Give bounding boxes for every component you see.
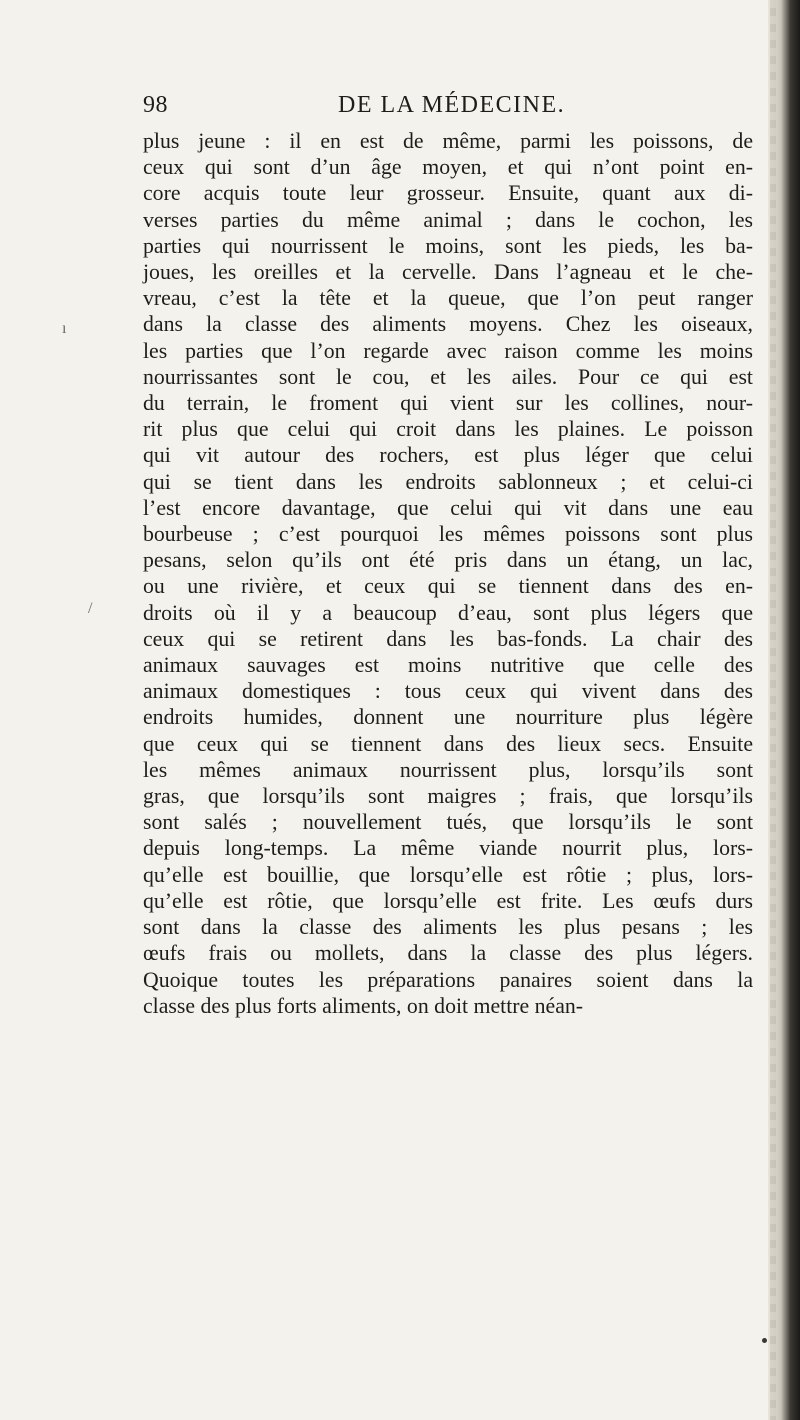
text-line: qui vit autour des rochers, est plus léger que celui (143, 443, 753, 468)
text-line: endroits humides, donnent une nourriture plus légère (143, 705, 753, 730)
text-line: rit plus que celui qui croit dans les plaines. Le poisson (143, 417, 753, 442)
text-line: sont dans la classe des aliments les plus pesans ; les (143, 915, 753, 940)
text-line: que ceux qui se tiennent dans des lieux secs. Ensuite (143, 731, 753, 756)
text-line: œufs frais ou mollets, dans la classe des plus légers. (143, 941, 753, 966)
text-line: depuis long-temps. La même viande nourrit plus, lors- (143, 836, 753, 861)
text-line: verses parties du même animal ; dans le cochon, les (143, 207, 753, 232)
text-line: animaux sauvages est moins nutritive que celle des (143, 653, 753, 678)
text-line: nourrissantes sont le cou, et les ailes. Pour ce qui est (143, 364, 753, 389)
page-header (143, 92, 663, 122)
text-line: pesans, selon qu’ils ont été pris dans un étang, un lac, (143, 548, 753, 573)
text-line: dans la classe des aliments moyens. Chez les oiseaux, (143, 312, 753, 337)
text-line: ceux qui sont d’un âge moyen, et qui n’ont point en- (143, 155, 753, 180)
text-line: du terrain, le froment qui vient sur les collines, nour- (143, 391, 753, 416)
text-line: plus jeune : il en est de même, parmi les poissons, de (143, 129, 753, 153)
body-text (143, 128, 753, 1019)
margin-mark: ı (62, 320, 67, 337)
text-line: classe des plus forts aliments, on doit mettre néan- (143, 993, 584, 1018)
text-line: sont salés ; nouvellement tués, que lorsqu’ils le sont (143, 810, 753, 835)
text-line: qu’elle est rôtie, que lorsqu’elle est frite. Les œufs durs (143, 888, 753, 913)
ink-speck (762, 1338, 767, 1343)
page-number: 98 (143, 92, 168, 118)
text-line: l’est encore davantage, que celui qui vit dans une eau (143, 495, 753, 520)
text-line: joues, les oreilles et la cervelle. Dans l’agneau et le che- (143, 260, 753, 285)
text-line: Quoique toutes les préparations panaires soient dans la (143, 967, 753, 992)
page-edge-texture (770, 0, 776, 1420)
text-line: vreau, c’est la tête et la queue, que l’on peut ranger (143, 286, 753, 311)
text-line: parties qui nourrissent le moins, sont les pieds, les ba- (143, 233, 753, 258)
text-line: gras, que lorsqu’ils sont maigres ; frais, que lorsqu’ils (143, 784, 753, 809)
text-line: les parties que l’on regarde avec raison comme les moins (143, 338, 753, 363)
text-line: ou une rivière, et ceux qui se tiennent dans des en- (143, 574, 753, 599)
text-line: core acquis toute leur grosseur. Ensuite, quant aux di- (143, 181, 753, 206)
text-line: bourbeuse ; c’est pourquoi les mêmes poissons sont plus (143, 522, 753, 547)
running-title: DE LA MÉDECINE. (338, 92, 566, 118)
text-line: qu’elle est bouillie, que lorsqu’elle est rôtie ; plus, lors- (143, 862, 753, 887)
text-line: droits où il y a beaucoup d’eau, sont plus légers que (143, 600, 753, 625)
text-line: qui se tient dans les endroits sablonneux ; et celui-ci (143, 469, 753, 494)
text-line: les mêmes animaux nourrissent plus, lorsqu’ils sont (143, 757, 753, 782)
text-line: ceux qui se retirent dans les bas-fonds. La chair des (143, 626, 753, 651)
margin-mark: / (88, 600, 93, 617)
text-line: animaux domestiques : tous ceux qui vivent dans des (143, 679, 753, 704)
